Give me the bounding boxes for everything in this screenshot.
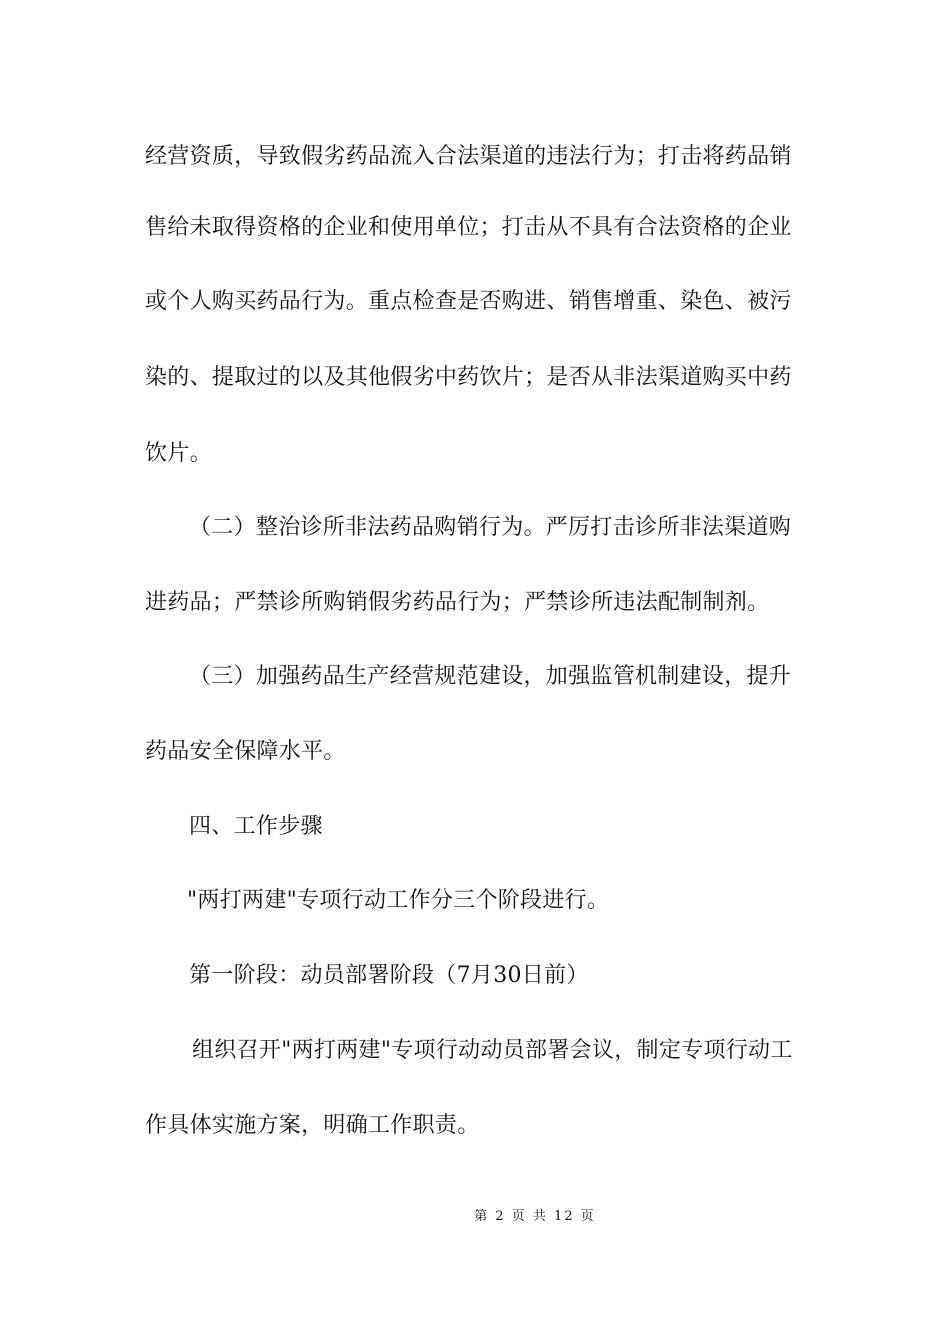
stage-heading: 第一阶段：动员部署阶段（7月30日前） [189, 963, 589, 988]
body-text-line: 售给未取得资格的企业和使用单位；打击从不具有合法资格的企业 [145, 215, 792, 240]
body-text-line: 或个人购买药品行为。重点检查是否购进、销售增重、染色、被污 [145, 289, 792, 314]
section-heading-2: （二）整治诊所非法药品购销行为。严厉打击诊所非法渠道购 [189, 515, 792, 540]
section-heading-3: （三）加强药品生产经营规范建设，加强监管机制建设，提升 [189, 664, 792, 689]
body-text-line: 经营资质，导致假劣药品流入合法渠道的违法行为；打击将药品销 [145, 144, 792, 169]
body-text-line: 组织召开"两打两建"专项行动动员部署会议，制定专项行动工 [192, 1038, 793, 1063]
page-number-footer: 第 2 页 共 12 页 [474, 1209, 596, 1224]
body-text-line: 药品安全保障水平。 [145, 739, 346, 764]
body-text-line: "两打两建"专项行动工作分三个阶段进行。 [187, 888, 610, 913]
body-text-line: 作具体实施方案，明确工作职责。 [145, 1113, 480, 1138]
body-text-line: 进药品；严禁诊所购销假劣药品行为；严禁诊所违法配制制剂。 [145, 590, 770, 615]
body-text-line: 染的、提取过的以及其他假劣中药饮片；是否从非法渠道购买中药 [145, 365, 792, 390]
section-heading-4: 四、工作步骤 [189, 814, 323, 839]
body-text-line: 饮片。 [145, 441, 212, 466]
